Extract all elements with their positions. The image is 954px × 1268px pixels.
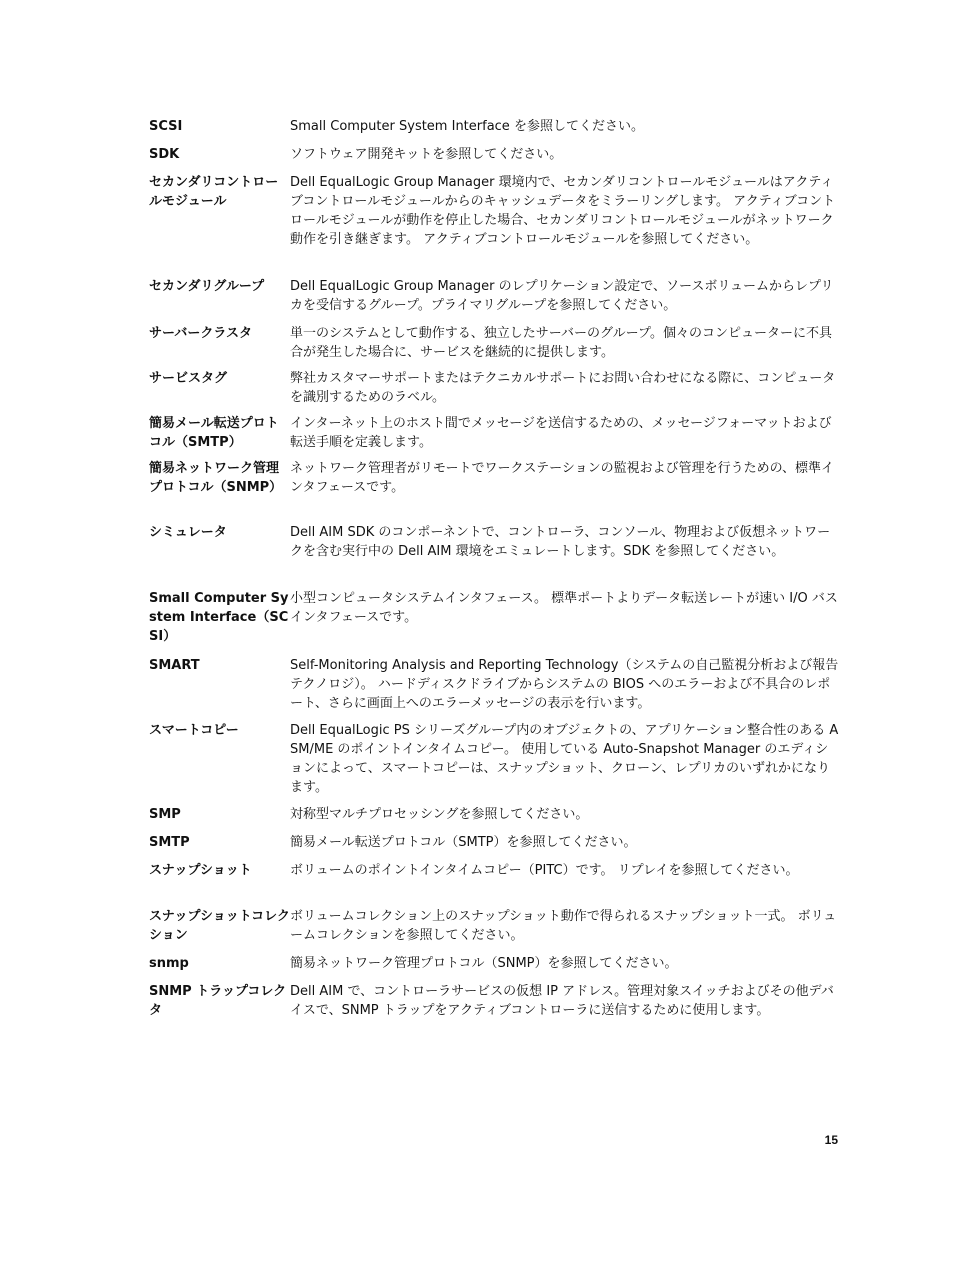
glossary-entry-smp xyxy=(149,805,839,833)
page-number: 15 xyxy=(824,1133,838,1147)
glossary-entry-snapshot-collection xyxy=(149,907,839,954)
glossary-entry-small-computer-system-interface xyxy=(149,589,839,656)
glossary-definition: Dell EqualLogic Group Manager 環境内で、セカンダリコントロールモジュールはアクティブコントロールモジュールからのキャッシュデータをミラーリングします。 アクティブコントロールモジュールが動作を停止した場合、セカンダリコントロールモジュールがネットワーク動作を引き継ぎます。 アクティブコントロールモジュールを参照してください。 xyxy=(290,175,836,247)
glossary-entry-sdk xyxy=(149,145,839,173)
glossary-definition: Dell AIM で、コントローラサービスの仮想 IP アドレス。管理対象スイッチおよびその他デバイスで、SNMP トラップをアクティブコントローラに送信するために使用します。 xyxy=(290,984,834,1018)
glossary-entry-scsi xyxy=(149,117,839,145)
glossary-definition: Dell AIM SDK のコンポーネントで、コントローラ、コンソール、物理および仮想ネットワークを含む実行中の Dell AIM 環境をエミュレートします。SDK を参照してください。 xyxy=(290,525,831,559)
glossary-entry-secondary-group xyxy=(149,277,839,324)
glossary-term: セカンダリグループ xyxy=(149,279,265,294)
glossary-term: snmp xyxy=(149,956,189,971)
glossary-entry-snmp xyxy=(149,954,839,982)
glossary-entry-smart xyxy=(149,656,839,721)
glossary-entry-simulator xyxy=(149,523,839,589)
glossary-term: サービスタグ xyxy=(149,371,228,386)
glossary-term: SMART xyxy=(149,658,200,673)
glossary-term: サーバークラスタ xyxy=(149,326,252,341)
glossary-entry-secondary-control-module xyxy=(149,173,839,277)
glossary-definition: Dell EqualLogic PS シリーズグループ内のオブジェクトの、アプリケーション整合性のある ASM/ME のポイントインタイムコピー。 使用している Auto-Snapshot Manager のエディションによって、スマートコピーは、スナップショット、クローン、レプリカのいずれかになります。 xyxy=(290,723,839,795)
glossary-term: Small Computer System Interface（SCSI） xyxy=(149,591,289,644)
glossary-definition: 簡易ネットワーク管理プロトコル（SNMP）を参照してください。 xyxy=(290,956,678,971)
glossary-term: SDK xyxy=(149,147,180,162)
glossary-term: 簡易ネットワーク管理プロトコル（SNMP） xyxy=(149,461,283,495)
glossary-entry-service-tag xyxy=(149,369,839,414)
glossary-term: 簡易メール転送プロトコル（SMTP） xyxy=(149,416,279,450)
glossary-definition: ネットワーク管理者がリモートでワークステーションの監視および管理を行うための、標準インタフェースです。 xyxy=(290,461,835,495)
glossary-term: スナップショットコレクション xyxy=(149,909,290,943)
glossary-term: SMP xyxy=(149,807,181,822)
glossary-definition: 弊社カスタマーサポートまたはテクニカルサポートにお問い合わせになる際に、コンピュータを識別するためのラベル。 xyxy=(290,371,836,405)
glossary-definition: ボリュームコレクション上のスナップショット動作で得られるスナップショット一式。 ボリュームコレクションを参照してください。 xyxy=(290,909,837,943)
glossary-term: SMTP xyxy=(149,835,190,850)
glossary-definition: ボリュームのポイントインタイムコピー（PITC）です。 リプレイを参照してください。 xyxy=(290,863,799,878)
glossary-definition: インターネット上のホスト間でメッセージを送信するための、メッセージフォーマットおよび転送手順を定義します。 xyxy=(290,416,832,450)
glossary-entry-server-cluster xyxy=(149,324,839,369)
glossary-entry-snapshot xyxy=(149,861,839,907)
glossary-term: シミュレータ xyxy=(149,525,227,540)
glossary-definition: Self-Monitoring Analysis and Reporting Technology（システムの自己監視分析および報告テクノロジ）。 ハードディスクドライブからシステムの BIOS へのエラーおよび不具合のレポート、さらに画面上へのエラーメッセージの表示を行います。 xyxy=(290,658,839,711)
glossary-entry-smtp xyxy=(149,833,839,861)
glossary-definition: ソフトウェア開発キットを参照してください。 xyxy=(290,147,563,162)
glossary-term: スナップショット xyxy=(149,863,252,878)
glossary-entry-snmp-protocol xyxy=(149,459,839,523)
glossary-term: SCSI xyxy=(149,119,183,134)
glossary-list xyxy=(149,117,839,1048)
glossary-term: スマートコピー xyxy=(149,723,239,738)
glossary-entry-smart-copy xyxy=(149,721,839,805)
glossary-definition: Small Computer System Interface を参照してください。 xyxy=(290,119,644,134)
glossary-definition: 簡易メール転送プロトコル（SMTP）を参照してください。 xyxy=(290,835,637,850)
glossary-term: SNMP トラップコレクタ xyxy=(149,984,287,1018)
glossary-definition: 単一のシステムとして動作する、独立したサーバーのグループ。個々のコンピューターに不具合が発生した場合に、サービスを継続的に提供します。 xyxy=(290,326,832,360)
glossary-definition: 対称型マルチプロセッシングを参照してください。 xyxy=(290,807,589,822)
glossary-term: セカンダリコントロールモジュール xyxy=(149,175,279,209)
glossary-entry-snmp-trap-collector xyxy=(149,982,839,1048)
glossary-definition: 小型コンピュータシステムインタフェース。 標準ポートよりデータ転送レートが速い I/O バスインタフェースです。 xyxy=(290,591,838,625)
glossary-definition: Dell EqualLogic Group Manager のレプリケーション設定で、ソースボリュームからレプリカを受信するグループ。プライマリグループを参照してください。 xyxy=(290,279,834,313)
glossary-entry-smtp-protocol xyxy=(149,414,839,459)
